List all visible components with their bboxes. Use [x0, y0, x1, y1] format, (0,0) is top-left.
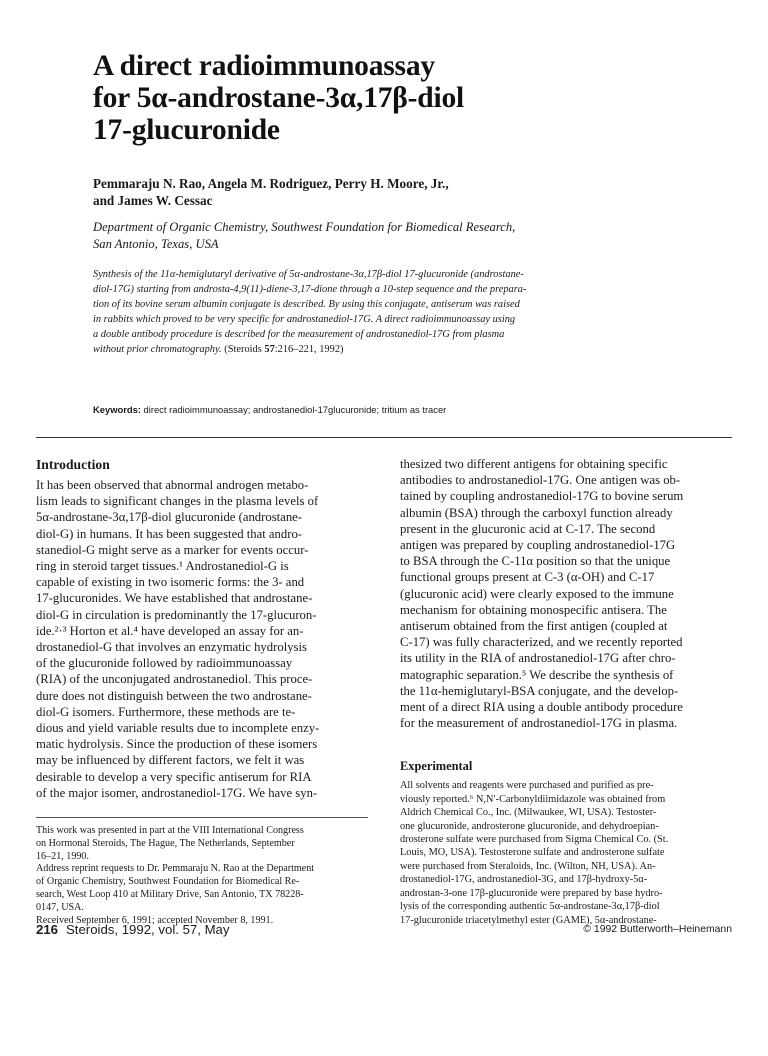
footnote-line: on Hormonal Steroids, The Hague, The Netherlands, September [36, 837, 295, 849]
introduction-body [36, 477, 368, 801]
exp-line: 17-glucuronide triacetylmethyl ester (GAME), 5α-androstane- [400, 914, 657, 926]
body-line: functional groups present at C-3 (α-OH) and C-17 [400, 570, 655, 585]
keywords-label: Keywords: [93, 404, 141, 415]
body-line: (RIA) of the unconjugated androstanediol. This proce- [36, 672, 313, 687]
body-line: dure does not distinguish between the two androstane- [36, 688, 312, 703]
body-line: tained by coupling androstanediol-17G to bovine serum [400, 489, 684, 504]
citation-pages: :216–221, 1992) [274, 343, 344, 355]
title-line: A direct radioimmunoassay [93, 50, 435, 82]
body-line: the 11α-hemiglutaryl-BSA conjugate, and the develop- [400, 683, 679, 698]
abstract-line: tion of its bovine serum albumin conjugate is described. By using this conjugate, antiserum was raised [93, 298, 520, 310]
body-line: of the major isomer, androstanediol-17G. We have syn- [36, 785, 318, 800]
experimental-body [400, 779, 732, 926]
body-line: matographic separation.⁵ We describe the synthesis of [400, 667, 674, 682]
body-line: diol-G) in humans. It has been suggested that andro- [36, 526, 303, 541]
exp-line: drostanediol-17G, androstanediol-3G, and 17β-hydroxy-5α- [400, 874, 648, 886]
body-line: ment of a direct RIA using a double antibody procedure [400, 700, 683, 715]
body-line: dious and yield variable results due to incomplete enzy- [36, 721, 320, 736]
body-line: ide.²·³ Horton et al.⁴ have developed an assay for an- [36, 623, 304, 638]
exp-line: androstan-3-one 17β-glucuronide were prepared by base hydro- [400, 887, 663, 899]
footnote-line: 0147, USA. [36, 901, 84, 913]
abstract-line: a double antibody procedure is described for the measurement of androstanediol-17G from plasma [93, 328, 505, 340]
abstract-citation [224, 344, 343, 355]
abstract-line: in rabbits which proved to be very specific for androstanediol-17G. A direct radioimmunoassay using [93, 313, 516, 325]
citation-volume: 57 [264, 343, 275, 355]
body-line: may be influenced by different factors, we felt it was [36, 753, 305, 768]
keywords-text: direct radioimmunoassay; androstanediol-17glucuronide; tritium as tracer [143, 404, 447, 415]
copyright-notice: © 1992 Butterworth–Heinemann [583, 924, 732, 935]
page-footer-left [36, 922, 229, 937]
exp-line: Louis, MO, USA). Testosterone sulfate and androsterone sulfate [400, 847, 665, 859]
body-line: 5α-androstane-3α,17β-diol glucuronide (androstane- [36, 510, 303, 525]
body-line: diol-G isomers. Furthermore, these methods are te- [36, 704, 296, 719]
body-line: antibodies to androstanediol-17G. One antigen was ob- [400, 473, 681, 488]
body-line: for the measurement of androstanediol-17G in plasma. [400, 716, 678, 731]
body-line: 17-glucuronides. We have established that androstane- [36, 591, 313, 606]
body-line: mechanism for obtaining monospecific antisera. The [400, 602, 667, 617]
section-divider [36, 437, 732, 438]
left-column [36, 456, 368, 801]
author-line: and James W. Cessac [93, 193, 213, 208]
body-line: of the glucuronide followed by radioimmunoassay [36, 656, 293, 671]
exp-line: one glucuronide, androsterone glucuronide, and dehydroepian- [400, 820, 659, 832]
affiliation-line: Department of Organic Chemistry, Southwest Foundation for Biomedical Research, [93, 220, 516, 234]
article-title [93, 50, 653, 146]
abstract-line: diol-17G) starting from androsta-4,9(11)-diene-3,17-dione through a 10-step sequence and the prepara- [93, 283, 527, 295]
footnote-line: This work was presented in part at the VIII International Congress [36, 825, 304, 836]
experimental-heading: Experimental [400, 759, 473, 774]
title-line: 17-glucuronide [93, 114, 280, 146]
page-number: 216 [36, 922, 59, 937]
affiliation-line: San Antonio, Texas, USA [93, 236, 219, 251]
footnote-divider [36, 817, 368, 818]
author-list [93, 175, 693, 209]
introduction-heading: Introduction [36, 457, 110, 472]
exp-line: lysis of the corresponding authentic 5α-androstane-3α,17β-diol [400, 901, 660, 913]
body-line: to BSA through the C-11α position so that the unique [400, 554, 671, 569]
abstract-last-line [93, 343, 693, 358]
exp-line: drosterone sulfate were purchased from Sigma Chemical Co. (St. [400, 834, 669, 846]
body-line: diol-G in circulation is predominantly the 17-glucuron- [36, 607, 317, 622]
footnote-line: search, West Loop 410 at Military Drive, San Antonio, TX 78228- [36, 888, 304, 900]
body-line: present in the glucuronic acid at C-17. The second [400, 521, 656, 536]
body-line: antiserum obtained from the first antigen (coupled at [400, 619, 668, 634]
body-line: drostanediol-G that involves an enzymatic hydrolysis [36, 640, 307, 655]
body-line: albumin (BSA) through the carboxyl function already [400, 505, 673, 520]
citation-journal: (Steroids [224, 343, 262, 355]
journal-citation: Steroids, 1992, vol. 57, May [66, 922, 230, 937]
exp-line: Aldrich Chemical Co., Inc. (Milwaukee, WI, USA). Testoster- [400, 807, 657, 819]
body-line: desirable to develop a very specific antiserum for RIA [36, 769, 312, 784]
abstract [93, 268, 693, 357]
footnote [36, 825, 368, 927]
exp-line: viously reported.⁶ N,N′-Carbonyldiimidazole was obtained from [400, 793, 666, 805]
body-line: It has been observed that abnormal androgen metabo- [36, 478, 309, 492]
title-line: for 5α-androstane-3α,17β-diol [93, 82, 465, 114]
body-line: lism leads to significant changes in the plasma levels of [36, 494, 319, 509]
body-line: thesized two different antigens for obtaining specific [400, 457, 668, 471]
footnote-line: Received September 6, 1991; accepted November 8, 1991. [36, 914, 274, 926]
body-line: antigen was prepared by coupling androstanediol-17G [400, 538, 676, 553]
body-line: stanediol-G might serve as a marker for events occur- [36, 542, 309, 557]
body-line: its utility in the RIA of androstanediol-17G after chro- [400, 651, 676, 666]
exp-line: were purchased from Steraloids, Inc. (Wilton, NH, USA). An- [400, 860, 656, 872]
body-line: C-17) was fully characterized, and we recently reported [400, 635, 683, 650]
body-line: matic hydrolysis. Since the production of these isomers [36, 737, 318, 752]
body-line: (glucuronic acid) were clearly exposed to the immune [400, 586, 674, 601]
affiliation [93, 219, 693, 252]
footnote-line: of Organic Chemistry, Southwest Foundation for Biomedical Re- [36, 876, 300, 888]
footnote-line: Address reprint requests to Dr. Pemmaraju N. Rao at the Department [36, 863, 315, 875]
author-line: Pemmaraju N. Rao, Angela M. Rodriguez, Perry H. Moore, Jr., [93, 176, 449, 191]
introduction-continued [400, 456, 732, 731]
abstract-line: Synthesis of the 11α-hemiglutaryl derivative of 5α-androstane-3α,17β-diol 17-glucuronide (androstane- [93, 269, 524, 280]
body-line: ring in steroid target tissues.¹ Androstanediol-G is [36, 559, 289, 574]
footnote-line: 16–21, 1990. [36, 850, 89, 862]
body-line: capable of existing in two isomeric forms: the 3- and [36, 575, 305, 590]
right-column [400, 456, 732, 927]
exp-line: All solvents and reagents were purchased and purified as pre- [400, 780, 654, 792]
abstract-last-text: without prior chromatography. [93, 343, 222, 355]
keywords [93, 404, 693, 416]
